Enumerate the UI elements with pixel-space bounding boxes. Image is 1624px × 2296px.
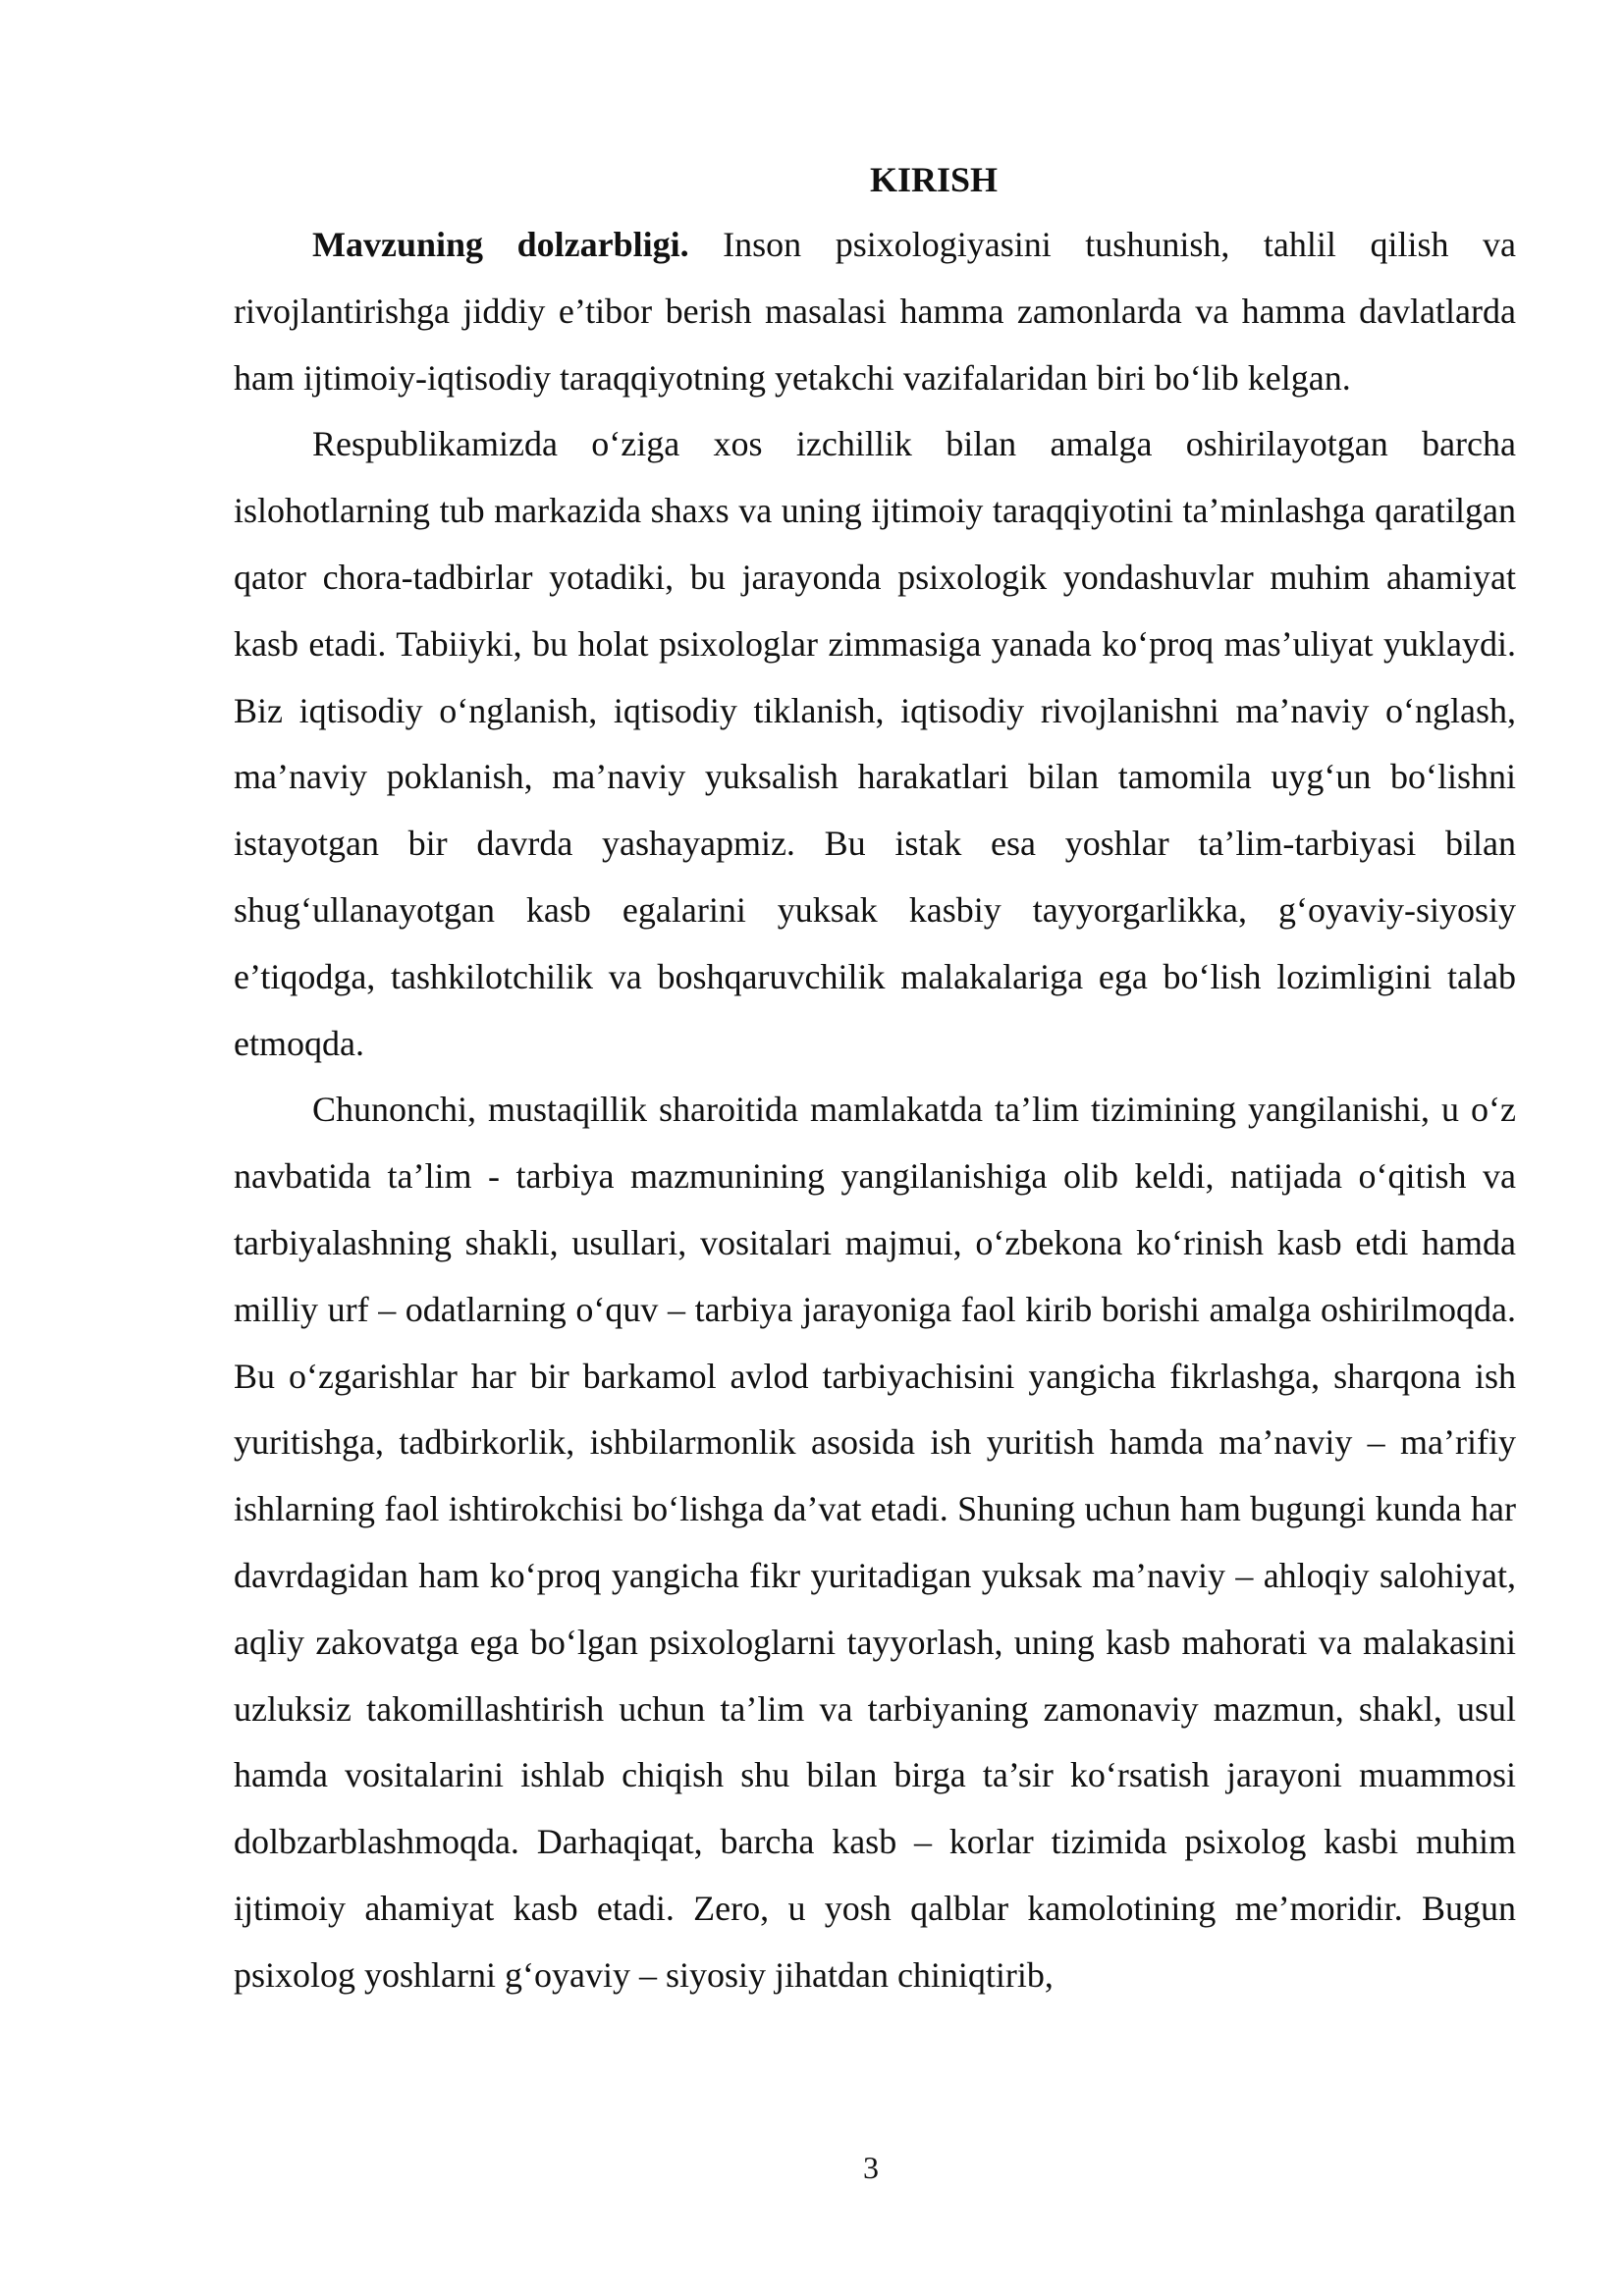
- paragraph-text: Respublikamizda o‘ziga xos izchillik bilan amalga oshirilayotgan barcha islohotlarning tub markazida shaxs va uning ijtimoiy taraqqiyotini ta’minlashga qaratilgan qator chora-tadbirlar yotadiki, bu jarayonda psixologik yondashuvlar muhim ahamiyat kasb etadi. Tabiiyki, bu holat psixologlar zimmasiga yanada ko‘proq mas’uliyat yuklaydi. Biz iqtisodiy o‘nglanish, iqtisodiy tiklanish, iqtisodiy rivojlanishni ma’naviy o‘nglash, ma’naviy poklanish, ma’naviy yuksalish harakatlari bilan tamomila uyg‘un bo‘lishni istayotgan bir davrda yashayapmiz. Bu istak esa yoshlar ta’lim-tarbiyasi bilan shug‘ullanayotgan kasb egalarini yuksak kasbiy tayyorgarlikka, g‘oyaviy-siyosiy e’tiqodga, tashkilotchilik va boshqaruvchilik malakalariga ega bo‘lish lozimligini talab etmoqda.: [234, 424, 1516, 1063]
- paragraph-reforms: [234, 411, 1516, 1077]
- section-title: KIRISH: [869, 160, 999, 199]
- page-number: 3: [863, 2150, 879, 2185]
- paragraph-relevance: [234, 212, 1516, 411]
- paragraph-lead: Mavzuning dolzarbligi.: [312, 225, 689, 264]
- paragraph-text: Chunonchi, mustaqillik sharoitida mamlakatda ta’lim tizimining yangilanishi, u o‘z navbatida ta’lim - tarbiya mazmunining yangilanishiga olib keldi, natijada o‘qitish va tarbiyalashning shakli, usullari, vositalari majmui, o‘zbekona ko‘rinish kasb etdi hamda milliy urf – odatlarning o‘quv – tarbiya jarayoniga faol kirib borishi amalga oshirilmoqda. Bu o‘zgarishlar har bir barkamol avlod tarbiyachisini yangicha fikrlashga, sharqona ish yuritishga, tadbirkorlik, ishbilarmonlik asosida ish yuritish hamda ma’naviy – ma’rifiy ishlarning faol ishtirokchisi bo‘lishga da’vat etadi. Shuning uchun ham bugungi kunda har davrdagidan ham ko‘proq yangicha fikr yuritadigan yuksak ma’naviy – ahloqiy salohiyat, aqliy zakovatga ega bo‘lgan psixologlarni tayyorlash, uning kasb mahorati va malakasini uzluksiz takomillashtirish uchun ta’lim va tarbiyaning zamonaviy mazmun, shakl, usul hamda vositalarini ishlab chiqish shu bilan birga ta’sir ko‘rsatish jarayoni muammosi dolbzarblashmoqda. Darhaqiqat, barcha kasb – korlar tizimida psixolog kasbi muhim ijtimoiy ahamiyat kasb etadi. Zero, u yosh qalblar kamolotining me’moridir. Bugun psixolog yoshlarni g‘oyaviy – siyosiy jihatdan chiniqtirib,: [234, 1090, 1516, 1995]
- paragraph-text: Inson psixologiyasini tushunish, tahlil qilish va rivojlantirishga jiddiy e’tibor berish masalasi hamma zamonlarda va hamma davlatlarda ham ijtimoiy-iqtisodiy taraqqiyotning yetakchi vazifalaridan biri bo‘lib kelgan.: [234, 225, 1517, 398]
- page-content: [234, 147, 1516, 2009]
- paragraph-education: [234, 1077, 1516, 2008]
